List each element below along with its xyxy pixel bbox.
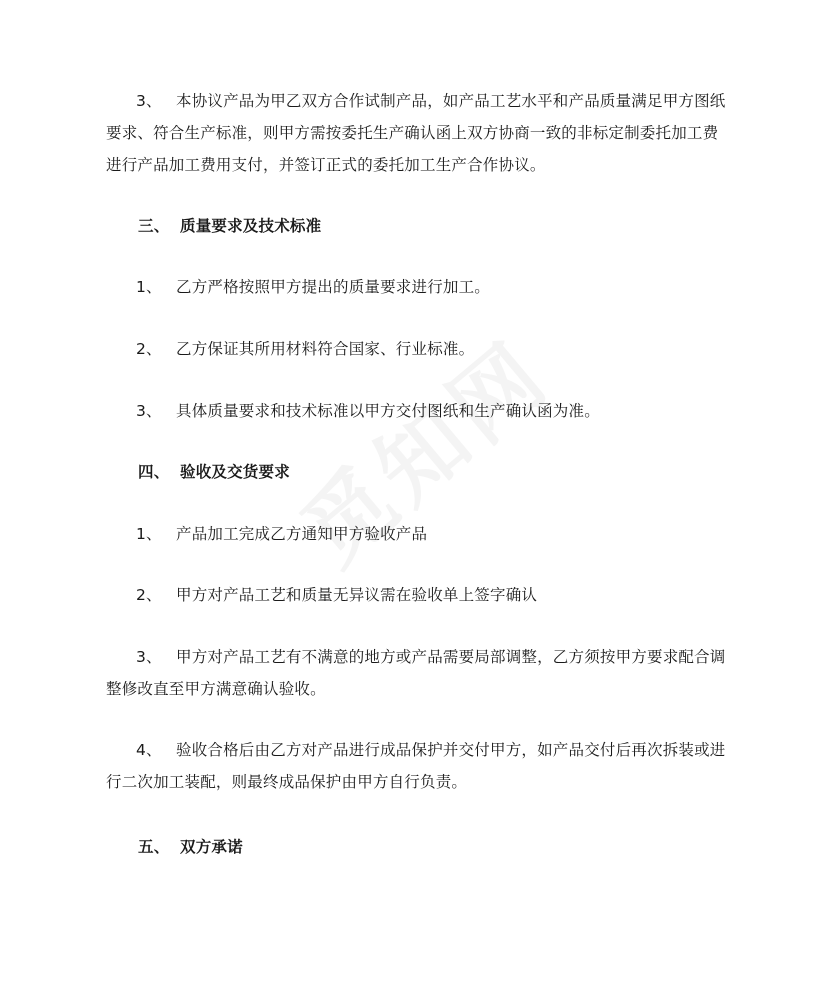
section-title: 验收及交货要求 <box>180 463 290 481</box>
paragraph-quality-2 <box>106 333 730 365</box>
paragraph-clause-3-trial-product <box>106 85 730 181</box>
clause-text: 验收合格后由乙方对产品进行成品保护并交付甲方，如产品交付后再次拆装或进行二次加工装配，则最终成品保护由甲方自行负责。 <box>106 741 726 791</box>
paragraph-acceptance-1 <box>106 518 730 550</box>
section-number: 五、 <box>138 838 170 856</box>
clause-number: 3、 <box>136 402 162 420</box>
clause-number: 3、 <box>136 648 162 666</box>
clause-number: 1、 <box>136 525 162 543</box>
clause-text: 本协议产品为甲乙双方合作试制产品，如产品工艺水平和产品质量满足甲方图纸要求、符合生产标准，则甲方需按委托生产确认函上双方协商一致的非标定制委托加工费进行产品加工费用支付，并签订正式的委托加工生产合作协议。 <box>106 92 726 174</box>
paragraph-acceptance-3 <box>106 641 730 705</box>
paragraph-quality-3 <box>106 395 730 427</box>
clause-text: 甲方对产品工艺和质量无异议需在验收单上签字确认 <box>176 586 538 604</box>
clause-number: 1、 <box>136 278 162 296</box>
section-heading-quality <box>106 210 730 242</box>
section-title: 质量要求及技术标准 <box>180 217 322 235</box>
clause-text: 产品加工完成乙方通知甲方验收产品 <box>176 525 428 543</box>
paragraph-acceptance-2 <box>106 579 730 611</box>
section-title: 双方承诺 <box>180 838 243 856</box>
paragraph-quality-1 <box>106 271 730 303</box>
paragraph-acceptance-4 <box>106 734 730 798</box>
clause-number: 4、 <box>136 741 162 759</box>
clause-text: 具体质量要求和技术标准以甲方交付图纸和生产确认函为准。 <box>176 402 600 420</box>
clause-number: 2、 <box>136 340 162 358</box>
clause-number: 3、 <box>136 92 162 110</box>
clause-text: 乙方保证其所用材料符合国家、行业标准。 <box>176 340 475 358</box>
section-heading-acceptance <box>106 456 730 488</box>
clause-number: 2、 <box>136 586 162 604</box>
section-heading-commitments <box>106 831 730 863</box>
clause-text: 乙方严格按照甲方提出的质量要求进行加工。 <box>176 278 491 296</box>
clause-text: 甲方对产品工艺有不满意的地方或产品需要局部调整，乙方须按甲方要求配合调整修改直至甲方满意确认验收。 <box>106 648 726 698</box>
section-number: 四、 <box>138 463 170 481</box>
section-number: 三、 <box>138 217 170 235</box>
